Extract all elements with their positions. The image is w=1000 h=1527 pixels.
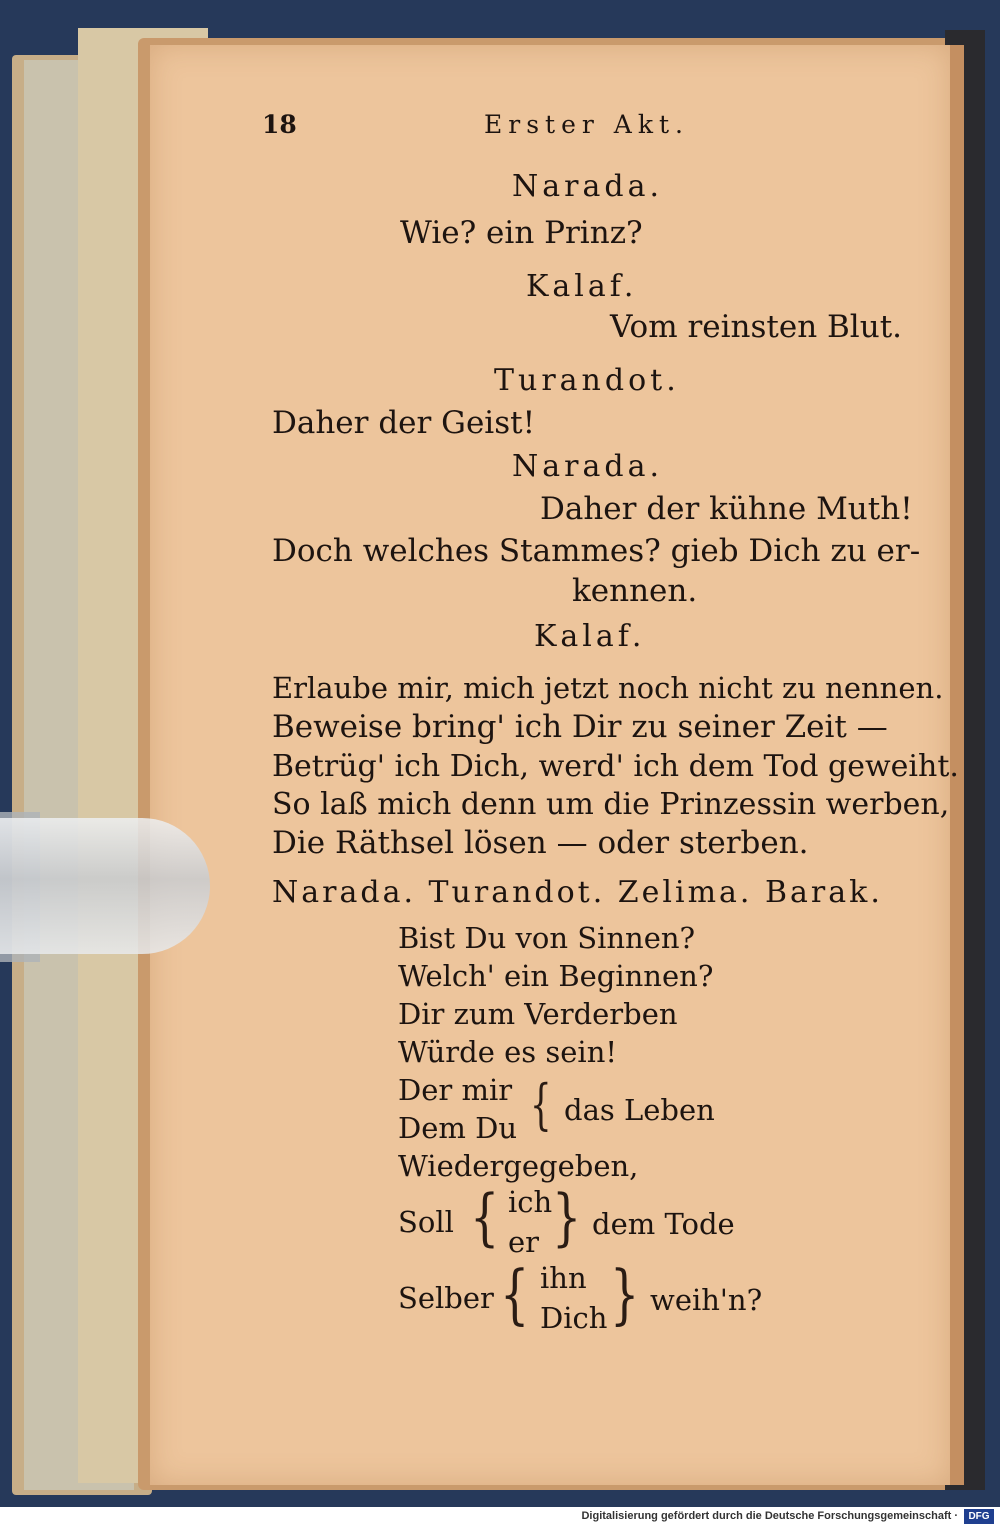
song-line: Dem Du bbox=[398, 1111, 518, 1145]
line: Erlaube mir, mich jetzt noch nicht zu nennen. bbox=[272, 671, 944, 705]
line: kennen. bbox=[572, 573, 698, 609]
line: Daher der kühne Muth! bbox=[540, 491, 913, 527]
song-line: Würde es sein! bbox=[398, 1035, 618, 1069]
speaker-turandot: Turandot. bbox=[494, 363, 680, 398]
song-line: ich bbox=[508, 1185, 553, 1219]
line: Wie? ein Prinz? bbox=[400, 215, 643, 251]
page-clip bbox=[0, 818, 210, 954]
page-number: 18 bbox=[262, 110, 297, 139]
line: Doch welches Stammes? gieb Dich zu er- bbox=[272, 533, 921, 569]
speaker-kalaf: Kalaf. bbox=[534, 619, 646, 654]
speaker-kalaf: Kalaf. bbox=[526, 269, 638, 304]
song-line: Der mir bbox=[398, 1073, 513, 1107]
song-line: Welch' ein Beginnen? bbox=[398, 959, 714, 993]
line: Vom reinsten Blut. bbox=[610, 309, 903, 345]
footer-bar bbox=[0, 1507, 1000, 1527]
song-line: Selber bbox=[398, 1281, 494, 1315]
line: Daher der Geist! bbox=[272, 405, 536, 441]
line: Die Räthsel lösen — oder sterben. bbox=[272, 825, 809, 861]
song-line: weih'n? bbox=[650, 1283, 763, 1317]
song-line: dem Tode bbox=[592, 1207, 735, 1241]
right-brace-glyph: } bbox=[610, 1256, 640, 1332]
speaker-ensemble: Narada. Turandot. Zelima. Barak. bbox=[272, 875, 883, 910]
song-line: Soll bbox=[398, 1205, 454, 1239]
left-brace-glyph: { bbox=[500, 1256, 530, 1332]
line: Betrüg' ich Dich, werd' ich dem Tod geweiht. bbox=[272, 749, 959, 784]
dfg-logo: DFG bbox=[964, 1509, 994, 1524]
brace-glyph: { bbox=[530, 1073, 552, 1138]
running-title: Erster Akt. bbox=[484, 110, 689, 139]
left-brace-glyph: { bbox=[470, 1180, 500, 1254]
line: So laß mich denn um die Prinzessin werben, bbox=[272, 787, 950, 822]
right-brace-glyph: } bbox=[552, 1180, 582, 1254]
song-line: Wiedergegeben, bbox=[398, 1149, 639, 1183]
song-line: Dir zum Verderben bbox=[398, 997, 678, 1031]
line: Beweise bring' ich Dir zu seiner Zeit — bbox=[272, 709, 888, 745]
song-line: Bist Du von Sinnen? bbox=[398, 921, 696, 955]
funding-credit: Digitalisierung gefördert durch die Deutsche Forschungsgemeinschaft · bbox=[581, 1510, 958, 1522]
speaker-narada: Narada. bbox=[512, 169, 663, 204]
song-line: ihn bbox=[540, 1261, 587, 1295]
song-line: Dich bbox=[540, 1301, 608, 1335]
speaker-narada: Narada. bbox=[512, 449, 663, 484]
song-line: er bbox=[508, 1225, 540, 1259]
song-line: das Leben bbox=[564, 1093, 715, 1127]
